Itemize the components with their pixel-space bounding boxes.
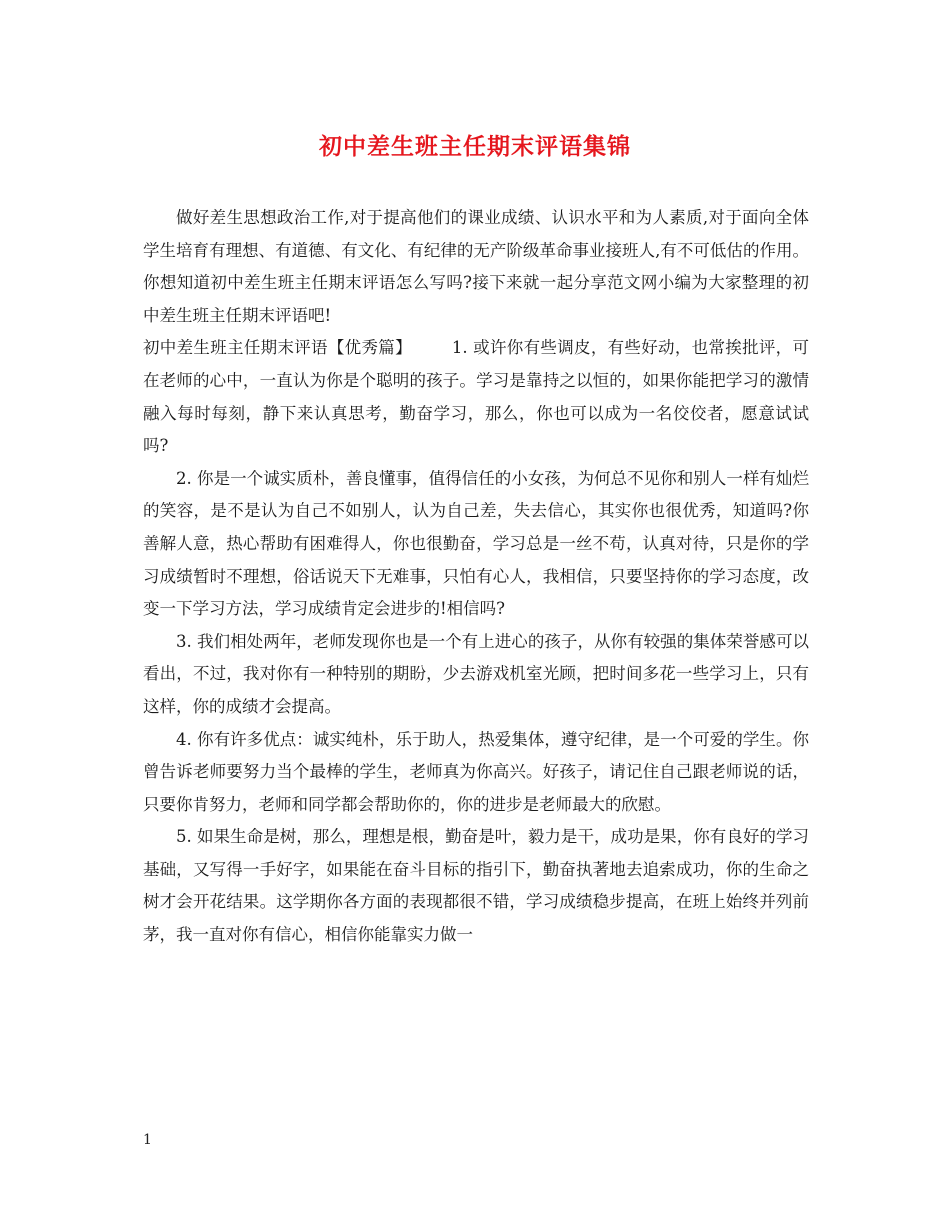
section-heading: 初中差生班主任期末评语【优秀篇】 <box>143 338 412 358</box>
comment-item-5: 5. 如果生命是树，那么，理想是根，勤奋是叶，毅力是干，成功是果，你有良好的学习基础，又写得一手好字，如果能在奋斗目标的指引下，勤奋执著地去追索成功，你的生命之树才会开花结果。这学期你各方面的表现都很不错，学习成绩稳步提高，在班上始终并列前茅，我一直对你有信心，相信你能靠实力做一 <box>143 827 809 945</box>
page-number: 1 <box>143 1132 152 1148</box>
first-comment-paragraph <box>143 332 809 462</box>
comment-item-2: 2. 你是一个诚实质朴，善良懂事，值得信任的小女孩，为何总不见你和别人一样有灿烂的笑容，是不是认为自己不如别人，认为自己差，失去信心，其实你也很优秀，知道吗?你善解人意，热心帮助有困难得人，你也很勤奋，学习总是一丝不苟，认真对待，只是你的学习成绩暂时不理想，俗话说天下无难事，只怕有心人，我相信，只要坚持你的学习态度，改变一下学习方法，学习成绩肯定会进步的!相信吗? <box>143 468 809 619</box>
comment-item-1: 1. 或许你有些调皮，有些好动，也常挨批评，可在老师的心中，一直认为你是个聪明的孩子。学习是靠持之以恒的，如果你能把学习的激情融入每时每刻，静下来认真思考，勤奋学习，那么，你也可以成为一名佼佼者，愿意试试吗? <box>143 338 809 456</box>
comment-item-3: 3. 我们相处两年，老师发现你也是一个有上进心的孩子，从你有较强的集体荣誉感可以看出，不过，我对你有一种特别的期盼，少去游戏机室光顾，把时间多花一些学习上，只有这样，你的成绩才会提高。 <box>143 631 809 716</box>
comment-item-4: 4. 你有许多优点：诚实纯朴，乐于助人，热爱集体，遵守纪律，是一个可爱的学生。你曾告诉老师要努力当个最棒的学生，老师真为你高兴。好孩子，请记住自己跟老师说的话，只要你肯努力，老师和同学都会帮助你的，你的进步是老师最大的欣慰。 <box>143 729 809 814</box>
document-body <box>143 202 809 952</box>
page-title: 初中差生班主任期末评语集锦 <box>319 133 631 160</box>
intro-paragraph: 做好差生思想政治工作,对于提高他们的课业成绩、认识水平和为人素质,对于面向全体学生培育有理想、有道德、有文化、有纪律的无产阶级革命事业接班人,有不可低估的作用。你想知道初中差生班主任期末评语怎么写吗?接下来就一起分享范文网小编为大家整理的初中差生班主任期末评语吧! <box>143 208 809 325</box>
